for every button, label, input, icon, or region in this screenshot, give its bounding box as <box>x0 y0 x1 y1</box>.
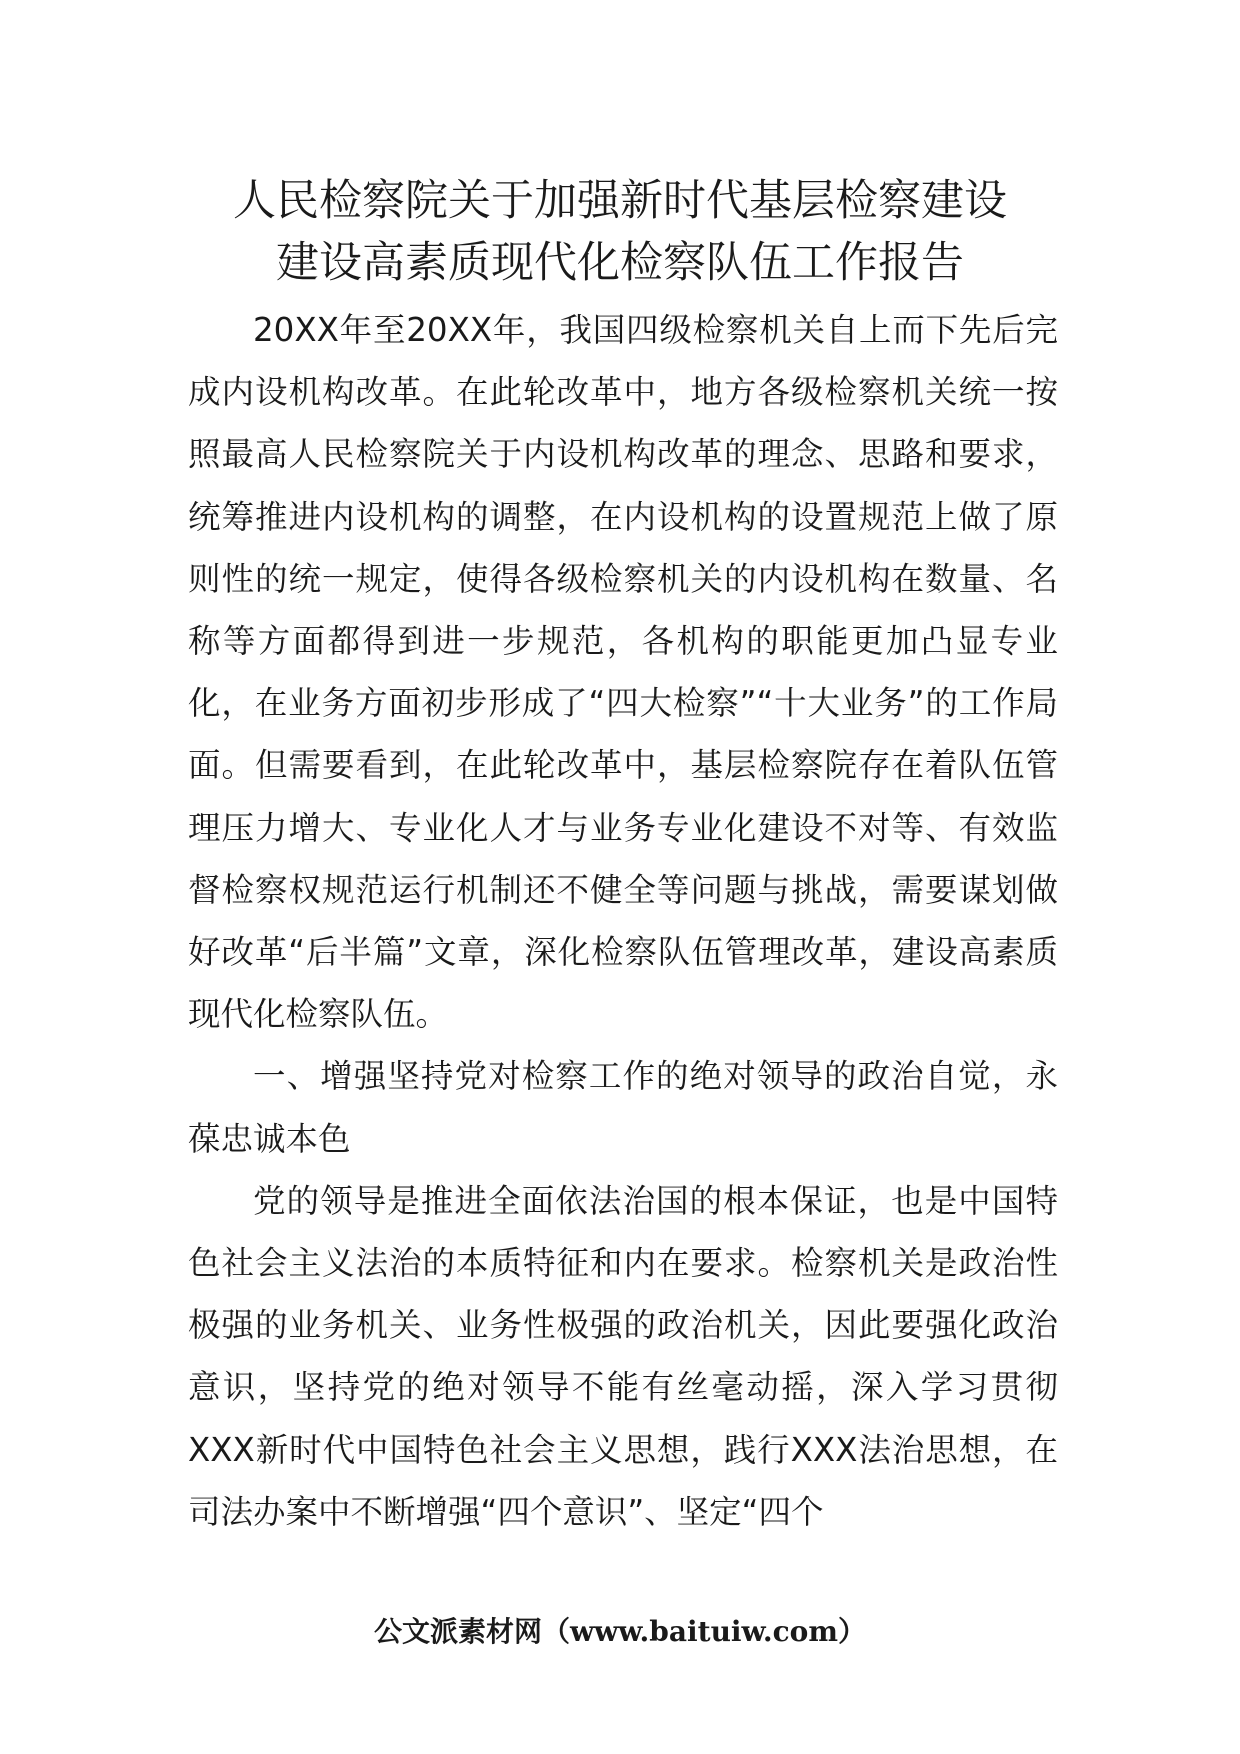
footer-watermark: 公文派素材网（www.baituiw.com） <box>374 1615 866 1648</box>
document-body <box>188 299 1058 1543</box>
section-heading-1: 一、增强坚持党对检察工作的绝对领导的政治自觉，永葆忠诚本色 <box>188 1057 1058 1158</box>
paragraph-section-1: 党的领导是推进全面依法治国的根本保证，也是中国特色社会主义法治的本质特征和内在要求。检察机关是政治性极强的业务机关、业务性极强的政治机关，因此要强化政治意识，坚持党的绝对领导不能有丝毫动摇，深入学习贯彻XXX新时代中国特色社会主义思想，践行XXX法治思想，在司法办案中不断增强“四个意识”、坚定“四个 <box>188 1181 1058 1531</box>
document-title <box>180 170 1060 294</box>
paragraph-intro: 20XX年至20XX年，我国四级检察机关自上而下先后完成内设机构改革。在此轮改革中，地方各级检察机关统一按照最高人民检察院关于内设机构改革的理念、思路和要求，统筹推进内设机构的调整，在内设机构的设置规范上做了原则性的统一规定，使得各级检察机关的内设机构在数量、名称等方面都得到进一步规范，各机构的职能更加凸显专业化，在业务方面初步形成了“四大检察”“十大业务”的工作局面。但需要看到，在此轮改革中，基层检察院存在着队伍管理压力增大、专业化人才与业务专业化建设不对等、有效监督检察权规范运行机制还不健全等问题与挑战，需要谋划做好改革“后半篇”文章，深化检察队伍管理改革，建设高素质现代化检察队伍。 <box>188 311 1058 1034</box>
title-line-1: 人民检察院关于加强新时代基层检察建设 <box>233 176 1007 226</box>
title-line-2: 建设高素质现代化检察队伍工作报告 <box>276 238 964 288</box>
